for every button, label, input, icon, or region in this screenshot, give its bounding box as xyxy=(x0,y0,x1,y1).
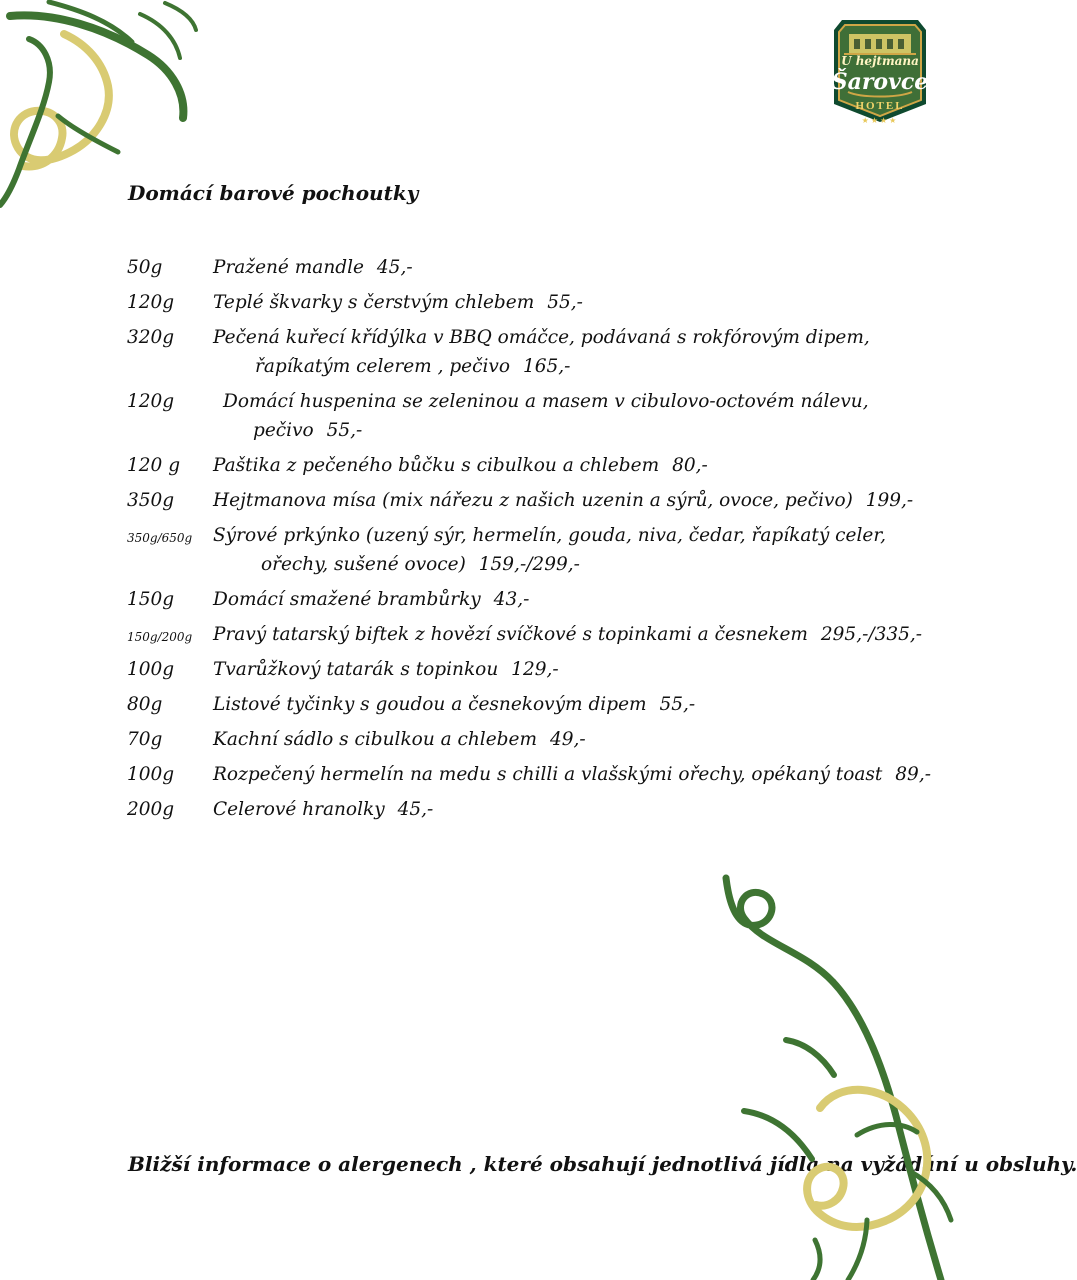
item-description xyxy=(213,694,695,716)
item-weight: 150g/200g xyxy=(127,630,193,644)
menu-item xyxy=(127,455,887,487)
item-description: Sýrové prkýnko (uzený sýr, hermelín, gouda, niva, čedar, řapíkatý celer, xyxy=(213,525,887,546)
item-description-line-2-text: pečivo xyxy=(253,420,314,441)
menu-item xyxy=(127,694,887,726)
item-price: 55,- xyxy=(326,420,363,441)
item-description: Pečená kuřecí křídýlka v BBQ omáčce, podávaná s rokfórovým dipem, xyxy=(213,327,870,348)
menu-item xyxy=(127,391,887,452)
item-price: 159,-/299,- xyxy=(478,554,580,575)
item-weight: 150g xyxy=(127,589,175,610)
item-description-text: Celerové hranolky xyxy=(213,799,385,820)
menu-list xyxy=(127,257,931,834)
menu-item xyxy=(127,764,931,796)
hotel-logo-icon xyxy=(826,12,934,128)
menu-item xyxy=(127,257,887,289)
item-weight: 100g xyxy=(127,764,175,785)
item-description-text: Listové tyčinky s goudou a česnekovým dipem xyxy=(213,694,647,715)
item-description-line-2 xyxy=(255,356,570,378)
item-description-text: Kachní sádlo s cibulkou a chlebem xyxy=(213,729,537,750)
item-description xyxy=(213,455,708,477)
item-price: 80,- xyxy=(672,455,708,476)
item-description xyxy=(213,729,586,751)
item-weight: 350g/650g xyxy=(127,531,193,545)
item-weight: 120g xyxy=(127,292,175,313)
menu-item xyxy=(127,490,914,522)
item-weight: 70g xyxy=(127,729,163,750)
item-price: 43,- xyxy=(493,589,530,610)
item-description xyxy=(213,490,913,512)
item-weight: 80g xyxy=(127,694,163,715)
item-description: Domácí huspenina se zeleninou a masem v cibulovo-octovém nálevu, xyxy=(223,391,869,412)
item-description xyxy=(213,589,529,611)
item-price: 45,- xyxy=(397,799,434,820)
logo-subtitle: U hejtmana xyxy=(841,54,919,68)
item-description-text: Teplé škvarky s čerstvým chlebem xyxy=(213,292,535,313)
item-weight: 350g xyxy=(127,490,175,511)
item-price: 55,- xyxy=(547,292,583,313)
item-price: 55,- xyxy=(659,694,696,715)
swirl-ornament-icon xyxy=(720,870,960,1280)
menu-item xyxy=(127,327,887,388)
item-description xyxy=(213,292,583,314)
logo-stars: ★★★★ xyxy=(861,116,899,125)
item-description-text: Hejtmanova mísa (mix nářezu z našich uzenin a sýrů, ovoce, pečivo) xyxy=(213,490,853,511)
item-price: 89,- xyxy=(895,764,931,785)
item-description-line-2-text: řapíkatým celerem , pečivo xyxy=(255,356,510,377)
item-description-line-2-text: ořechy, sušené ovoce) xyxy=(261,554,466,575)
item-description-text: Paštika z pečeného bůčku s cibulkou a chlebem xyxy=(213,455,660,476)
item-price: 45,- xyxy=(376,257,413,278)
logo-hotel-label: HOTEL xyxy=(855,100,905,112)
menu-item xyxy=(127,292,887,324)
item-weight: 100g xyxy=(127,659,175,680)
section-title: Domácí barové pochoutky xyxy=(128,181,419,205)
item-description-text: Pravý tatarský biftek z hovězí svíčkové s topinkami a česnekem xyxy=(213,624,808,645)
item-description-text: Rozpečený hermelín na medu s chilli a vlašskými ořechy, opékaný toast xyxy=(213,764,883,785)
item-weight: 120g xyxy=(127,391,175,412)
item-price: 165,- xyxy=(522,356,571,377)
allergen-note: Bližší informace o alergenech , které obsahují jednotlivá jídla na vyžádání u obsluhy. xyxy=(128,1152,1077,1176)
item-description xyxy=(213,799,433,821)
menu-item xyxy=(127,659,887,691)
item-description-line-2 xyxy=(253,420,362,442)
item-description xyxy=(213,257,413,279)
menu-item xyxy=(127,729,887,761)
item-price: 129,- xyxy=(511,659,559,680)
item-description xyxy=(213,624,922,646)
item-price: 295,-/335,- xyxy=(820,624,923,645)
item-weight: 50g xyxy=(127,257,163,278)
item-description xyxy=(213,659,559,681)
item-weight: 120 g xyxy=(127,455,181,476)
item-price: 49,- xyxy=(549,729,586,750)
logo-title: Šarovce xyxy=(831,69,929,95)
item-description-text: Domácí smažené brambůrky xyxy=(213,589,481,610)
item-weight: 200g xyxy=(127,799,175,820)
menu-item xyxy=(127,624,923,656)
item-description xyxy=(213,764,931,786)
item-description-line-2 xyxy=(261,554,580,576)
menu-item xyxy=(127,799,887,831)
item-price: 199,- xyxy=(865,490,914,511)
item-description-text: Tvarůžkový tatarák s topinkou xyxy=(213,659,499,680)
menu-item xyxy=(127,589,887,621)
item-description-text: Pražené mandle xyxy=(213,257,364,278)
item-weight: 320g xyxy=(127,327,175,348)
menu-item xyxy=(127,525,887,586)
